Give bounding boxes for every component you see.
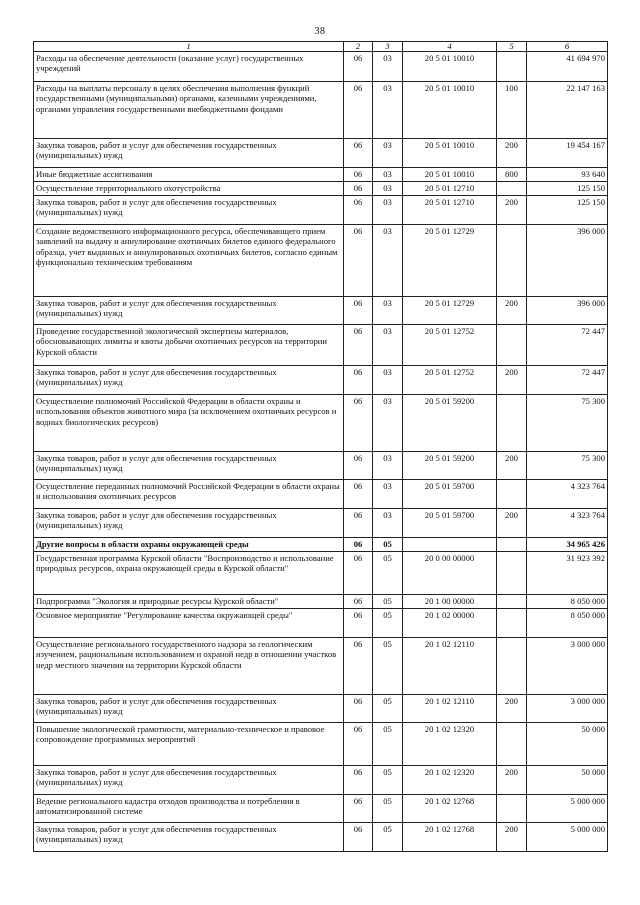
row-amount-cell: 4 323 764 (527, 509, 608, 538)
table-row (34, 52, 608, 82)
row-amount-cell: 3 000 000 (527, 638, 608, 695)
row-amount-cell: 72 447 (527, 366, 608, 395)
table-row (34, 509, 608, 538)
row-amount-cell: 396 000 (527, 225, 608, 297)
row-target-article-cell: 20 5 01 59200 (403, 452, 497, 480)
row-subsection-cell: 03 (373, 509, 403, 538)
row-section-cell: 06 (344, 139, 373, 168)
table-row (34, 395, 608, 452)
row-section-cell: 06 (344, 638, 373, 695)
row-amount-cell: 8 050 000 (527, 609, 608, 638)
row-target-article-cell: 20 1 02 12110 (403, 638, 497, 695)
row-target-article-cell: 20 5 01 12752 (403, 325, 497, 366)
row-amount-cell: 396 000 (527, 297, 608, 325)
row-expense-type-cell: 200 (497, 196, 527, 225)
row-subsection-cell: 03 (373, 52, 403, 82)
table-row (34, 182, 608, 196)
row-subsection-cell: 05 (373, 638, 403, 695)
row-section-cell: 06 (344, 538, 373, 552)
row-expense-type-cell: 200 (497, 139, 527, 168)
row-section-cell: 06 (344, 395, 373, 452)
row-section-cell: 06 (344, 225, 373, 297)
table-row (34, 595, 608, 609)
row-expense-type-cell (497, 538, 527, 552)
table-row (34, 325, 608, 366)
row-section-cell: 06 (344, 168, 373, 182)
row-section-cell: 06 (344, 52, 373, 82)
row-section-cell: 06 (344, 595, 373, 609)
row-expense-type-cell (497, 723, 527, 766)
row-subsection-cell: 03 (373, 325, 403, 366)
table-row (34, 82, 608, 139)
row-amount-cell: 22 147 163 (527, 82, 608, 139)
table-row (34, 168, 608, 182)
row-expense-type-cell (497, 480, 527, 509)
row-name-cell: Проведение государственной экологической экспертизы материалов, обосновывающих лимиты и квоты добычи охотничьих ресурсов на территории Курской области (34, 325, 344, 366)
row-amount-cell: 34 965 426 (527, 538, 608, 552)
row-name-cell: Закупка товаров, работ и услуг для обеспечения государственных (муниципальных) нужд (34, 509, 344, 538)
row-target-article-cell: 20 5 01 12729 (403, 225, 497, 297)
row-expense-type-cell: 200 (497, 366, 527, 395)
row-name-cell: Расходы на обеспечение деятельности (оказание услуг) государственных учреждений (34, 52, 344, 82)
row-section-cell: 06 (344, 182, 373, 196)
row-name-cell: Основное мероприятие "Регулирование качества окружающей среды" (34, 609, 344, 638)
table-row (34, 538, 608, 552)
row-section-cell: 06 (344, 823, 373, 852)
row-section-cell: 06 (344, 82, 373, 139)
row-subsection-cell: 05 (373, 695, 403, 723)
row-amount-cell: 50 000 (527, 723, 608, 766)
row-name-cell: Закупка товаров, работ и услуг для обеспечения государственных (муниципальных) нужд (34, 366, 344, 395)
row-section-cell: 06 (344, 366, 373, 395)
header-col-5: 5 (497, 42, 527, 52)
header-col-3: 3 (373, 42, 403, 52)
row-subsection-cell: 05 (373, 609, 403, 638)
row-subsection-cell: 05 (373, 538, 403, 552)
table-row (34, 196, 608, 225)
row-section-cell: 06 (344, 325, 373, 366)
row-expense-type-cell: 200 (497, 823, 527, 852)
row-amount-cell: 75 300 (527, 452, 608, 480)
row-expense-type-cell: 200 (497, 695, 527, 723)
row-name-cell: Ведение регионального кадастра отходов производства и потребления в автоматизированной системе (34, 795, 344, 823)
row-subsection-cell: 03 (373, 196, 403, 225)
row-section-cell: 06 (344, 297, 373, 325)
row-amount-cell: 72 447 (527, 325, 608, 366)
row-name-cell: Осуществление полномочий Российской Федерации в области охраны и использования объектов животного мира (за исключением охотничьих ресурсов и водных биологических ресурсов) (34, 395, 344, 452)
table-header-row (34, 42, 608, 52)
table-row (34, 225, 608, 297)
table-row (34, 480, 608, 509)
row-amount-cell: 41 694 970 (527, 52, 608, 82)
table-row (34, 823, 608, 852)
row-section-cell: 06 (344, 452, 373, 480)
row-expense-type-cell: 200 (497, 452, 527, 480)
row-expense-type-cell (497, 182, 527, 196)
table-row (34, 723, 608, 766)
row-name-cell: Иные бюджетные ассигнования (34, 168, 344, 182)
table-row (34, 638, 608, 695)
row-expense-type-cell: 100 (497, 82, 527, 139)
table-row (34, 795, 608, 823)
table-row (34, 297, 608, 325)
row-name-cell: Другие вопросы в области охраны окружающей среды (34, 538, 344, 552)
table-row (34, 766, 608, 795)
budget-table (33, 41, 608, 852)
row-expense-type-cell: 200 (497, 509, 527, 538)
row-target-article-cell (403, 538, 497, 552)
row-amount-cell: 125 150 (527, 196, 608, 225)
row-amount-cell: 4 323 764 (527, 480, 608, 509)
row-target-article-cell: 20 5 01 12710 (403, 196, 497, 225)
row-subsection-cell: 03 (373, 82, 403, 139)
row-expense-type-cell (497, 795, 527, 823)
row-subsection-cell: 03 (373, 297, 403, 325)
row-target-article-cell: 20 1 02 12768 (403, 823, 497, 852)
row-target-article-cell: 20 5 01 10010 (403, 139, 497, 168)
row-subsection-cell: 05 (373, 795, 403, 823)
row-section-cell: 06 (344, 552, 373, 595)
row-target-article-cell: 20 1 02 12110 (403, 695, 497, 723)
row-target-article-cell: 20 1 02 00000 (403, 609, 497, 638)
row-target-article-cell: 20 5 01 10010 (403, 52, 497, 82)
row-subsection-cell: 03 (373, 395, 403, 452)
row-section-cell: 06 (344, 480, 373, 509)
row-target-article-cell: 20 5 01 12710 (403, 182, 497, 196)
row-amount-cell: 93 640 (527, 168, 608, 182)
row-target-article-cell: 20 5 01 12729 (403, 297, 497, 325)
row-name-cell: Закупка товаров, работ и услуг для обеспечения государственных (муниципальных) нужд (34, 823, 344, 852)
row-target-article-cell: 20 5 01 10010 (403, 82, 497, 139)
header-col-2: 2 (344, 42, 373, 52)
row-subsection-cell: 05 (373, 723, 403, 766)
row-subsection-cell: 05 (373, 552, 403, 595)
row-target-article-cell: 20 5 01 12752 (403, 366, 497, 395)
row-subsection-cell: 03 (373, 182, 403, 196)
row-name-cell: Закупка товаров, работ и услуг для обеспечения государственных (муниципальных) нужд (34, 452, 344, 480)
row-expense-type-cell (497, 638, 527, 695)
row-subsection-cell: 05 (373, 595, 403, 609)
row-target-article-cell: 20 1 02 12320 (403, 766, 497, 795)
row-expense-type-cell (497, 609, 527, 638)
row-subsection-cell: 03 (373, 139, 403, 168)
row-subsection-cell: 03 (373, 366, 403, 395)
row-amount-cell: 5 000 000 (527, 823, 608, 852)
row-section-cell: 06 (344, 723, 373, 766)
row-target-article-cell: 20 5 01 59200 (403, 395, 497, 452)
table-row (34, 366, 608, 395)
row-name-cell: Закупка товаров, работ и услуг для обеспечения государственных (муниципальных) нужд (34, 695, 344, 723)
row-target-article-cell: 20 1 00 00000 (403, 595, 497, 609)
header-col-4: 4 (403, 42, 497, 52)
row-name-cell: Расходы на выплаты персоналу в целях обеспечения выполнения функций государственными (муниципальными) органами, казенными учреждениями, органами управления государственными внебюджетными фондами (34, 82, 344, 139)
row-subsection-cell: 05 (373, 823, 403, 852)
row-target-article-cell: 20 1 02 12768 (403, 795, 497, 823)
row-section-cell: 06 (344, 196, 373, 225)
row-expense-type-cell: 200 (497, 766, 527, 795)
row-name-cell: Подпрограмма "Экология и природные ресурсы Курской области" (34, 595, 344, 609)
row-amount-cell: 19 454 167 (527, 139, 608, 168)
row-amount-cell: 75 300 (527, 395, 608, 452)
row-expense-type-cell (497, 52, 527, 82)
row-name-cell: Осуществление переданных полномочий Российской Федерации в области охраны и использования охотничьих ресурсов (34, 480, 344, 509)
row-subsection-cell: 05 (373, 766, 403, 795)
row-name-cell: Повышение экологической грамотности, материально-техническое и правовое сопровождение программных мероприятий (34, 723, 344, 766)
row-name-cell: Закупка товаров, работ и услуг для обеспечения государственных (муниципальных) нужд (34, 766, 344, 795)
row-amount-cell: 125 150 (527, 182, 608, 196)
row-name-cell: Закупка товаров, работ и услуг для обеспечения государственных (муниципальных) нужд (34, 196, 344, 225)
row-subsection-cell: 03 (373, 168, 403, 182)
row-target-article-cell: 20 5 01 10010 (403, 168, 497, 182)
table-row (34, 139, 608, 168)
row-subsection-cell: 03 (373, 225, 403, 297)
row-section-cell: 06 (344, 766, 373, 795)
row-target-article-cell: 20 1 02 12320 (403, 723, 497, 766)
row-name-cell: Создание ведомственного информационного ресурса, обеспечивающего прием заявлений на выдачу и аннулирование охотничьих билетов единого федерального образца, учет выданных и аннулированных охотничьих билетов, согласно единым функционально техническим требованиям (34, 225, 344, 297)
row-subsection-cell: 03 (373, 480, 403, 509)
table-row (34, 552, 608, 595)
row-target-article-cell: 20 0 00 00000 (403, 552, 497, 595)
row-amount-cell: 31 923 392 (527, 552, 608, 595)
row-name-cell: Государственная программа Курской области "Воспроизводство и использование природных ресурсов, охрана окружающей среды в Курской области" (34, 552, 344, 595)
row-expense-type-cell (497, 595, 527, 609)
row-target-article-cell: 20 5 01 59700 (403, 480, 497, 509)
row-name-cell: Закупка товаров, работ и услуг для обеспечения государственных (муниципальных) нужд (34, 139, 344, 168)
row-section-cell: 06 (344, 509, 373, 538)
row-amount-cell: 3 000 000 (527, 695, 608, 723)
row-target-article-cell: 20 5 01 59700 (403, 509, 497, 538)
row-amount-cell: 8 050 000 (527, 595, 608, 609)
row-expense-type-cell (497, 552, 527, 595)
row-subsection-cell: 03 (373, 452, 403, 480)
row-expense-type-cell: 200 (497, 297, 527, 325)
row-name-cell: Осуществление регионального государственного надзора за геологическим изучением, рациональным использованием и охраной недр в отношении участков недр местного значения на территории Курской области (34, 638, 344, 695)
table-row (34, 452, 608, 480)
table-row (34, 695, 608, 723)
row-name-cell: Осуществление территориального охотустройства (34, 182, 344, 196)
row-section-cell: 06 (344, 795, 373, 823)
row-expense-type-cell (497, 225, 527, 297)
row-name-cell: Закупка товаров, работ и услуг для обеспечения государственных (муниципальных) нужд (34, 297, 344, 325)
row-amount-cell: 50 000 (527, 766, 608, 795)
row-expense-type-cell (497, 325, 527, 366)
row-section-cell: 06 (344, 609, 373, 638)
row-expense-type-cell (497, 395, 527, 452)
header-col-1: 1 (34, 42, 344, 52)
header-col-6: 6 (527, 42, 608, 52)
table-row (34, 609, 608, 638)
row-section-cell: 06 (344, 695, 373, 723)
row-expense-type-cell: 800 (497, 168, 527, 182)
page-number: 38 (314, 26, 326, 37)
row-amount-cell: 5 000 000 (527, 795, 608, 823)
